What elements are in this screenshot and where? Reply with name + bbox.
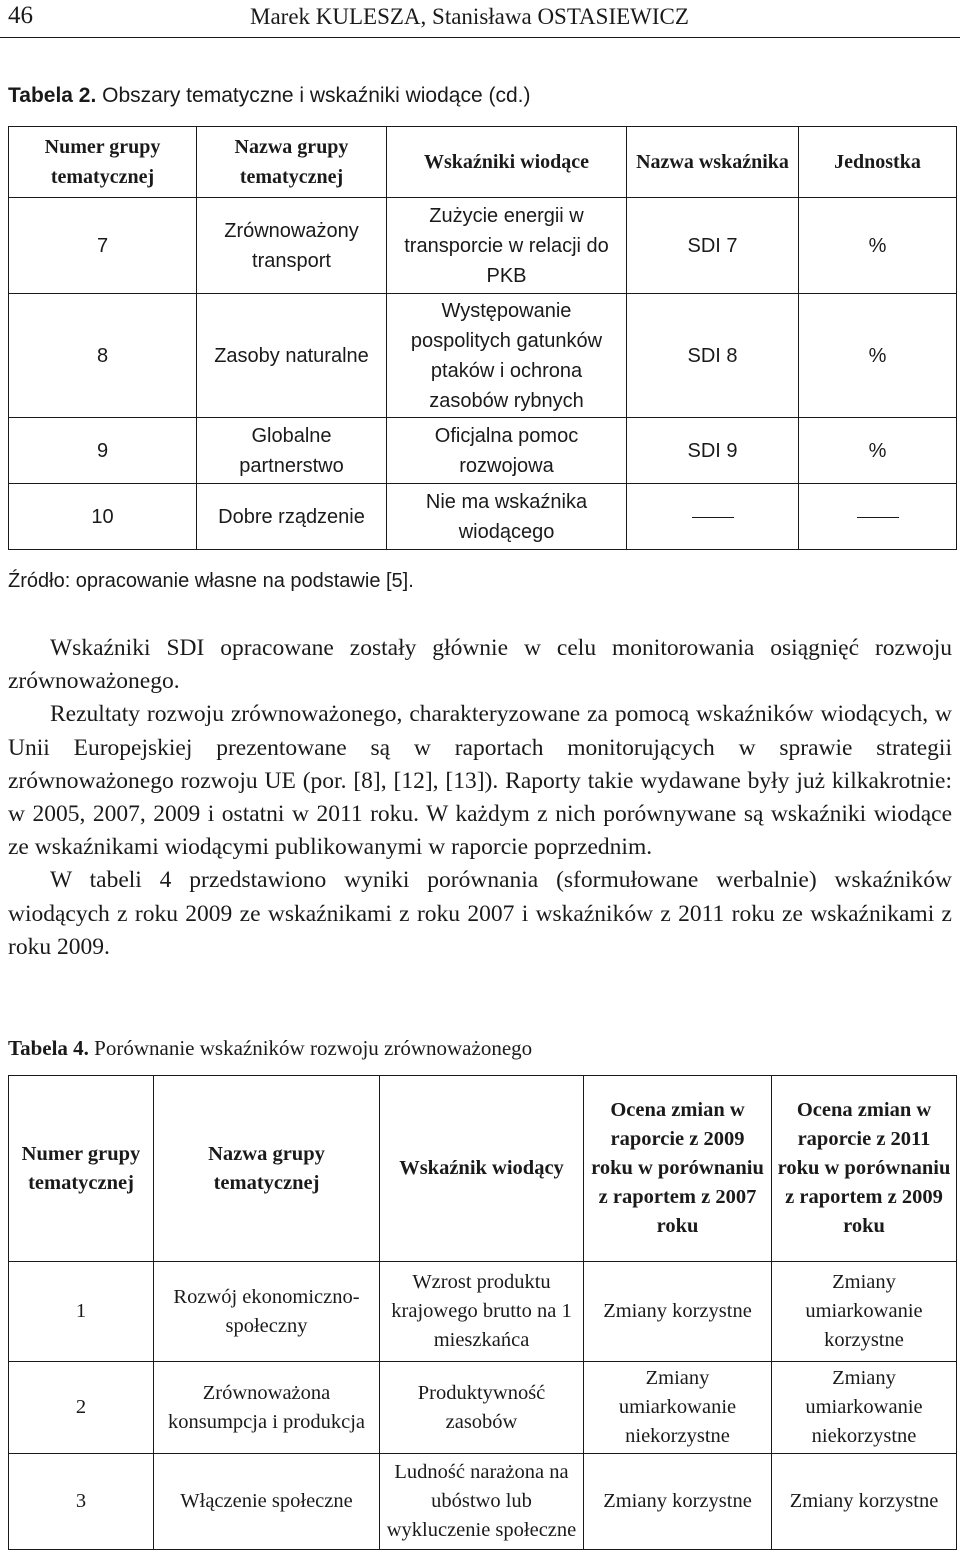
dash-glyph bbox=[692, 517, 734, 518]
body-text bbox=[8, 632, 952, 964]
table-row bbox=[9, 1454, 957, 1550]
table2-col-unit: Jednostka bbox=[799, 127, 957, 198]
table4-cell-indicator: Ludność narażona na ubóstwo lub wykluczenie społeczne bbox=[380, 1454, 584, 1550]
table2-cell-indicator: Oficjalna pomoc rozwojowa bbox=[387, 418, 627, 484]
table2-cell-unit: % bbox=[799, 294, 957, 418]
table2-cell-unit-dash bbox=[799, 484, 957, 550]
table4-cell-eval-2011: Zmiany umiarkowanie korzystne bbox=[772, 1262, 957, 1362]
table4-col-eval-2011: Ocena zmian w raporcie z 2011 roku w porównaniu z raportem z 2009 roku bbox=[772, 1076, 957, 1262]
table4-cell-indicator: Produktywność zasobów bbox=[380, 1362, 584, 1454]
table2-cell-group: Dobre rządzenie bbox=[197, 484, 387, 550]
table4-caption-text: Porównanie wskaźników rozwoju zrównoważonego bbox=[88, 1036, 533, 1060]
table2-cell-group: Zrównoważony transport bbox=[197, 198, 387, 294]
table2-source: Źródło: opracowanie własne na podstawie [5]. bbox=[8, 570, 414, 592]
table2-col-number: Numer grupy tematycznej bbox=[9, 127, 197, 198]
table4-cell-group: Włączenie społeczne bbox=[154, 1454, 380, 1550]
table2-caption bbox=[8, 84, 530, 108]
table2-caption-text: Obszary tematyczne i wskaźniki wiodące (cd.) bbox=[96, 84, 531, 107]
table4 bbox=[8, 1075, 957, 1550]
table2-cell-group: Globalne partnerstwo bbox=[197, 418, 387, 484]
table2-cell-name: SDI 8 bbox=[627, 294, 799, 418]
table2-header-row bbox=[9, 127, 957, 198]
table4-cell-eval-2011: Zmiany umiarkowanie niekorzystne bbox=[772, 1362, 957, 1454]
table2-col-name: Nazwa wskaźnika bbox=[627, 127, 799, 198]
page-number: 46 bbox=[8, 2, 33, 29]
table2-col-group: Nazwa grupy tematycznej bbox=[197, 127, 387, 198]
table4-cell-number: 1 bbox=[9, 1262, 154, 1362]
table4-col-indicator: Wskaźnik wiodący bbox=[380, 1076, 584, 1262]
table2-cell-group: Zasoby naturalne bbox=[197, 294, 387, 418]
table4-col-group: Nazwa grupy tematycznej bbox=[154, 1076, 380, 1262]
table4-col-eval-2009: Ocena zmian w raporcie z 2009 roku w porównaniu z raportem z 2007 roku bbox=[584, 1076, 772, 1262]
table-row bbox=[9, 418, 957, 484]
table2-cell-number: 7 bbox=[9, 198, 197, 294]
table2-cell-indicator: Występowanie pospolitych gatunków ptaków i ochrona zasobów rybnych bbox=[387, 294, 627, 418]
table-row bbox=[9, 1362, 957, 1454]
table2-caption-label: Tabela 2. bbox=[8, 84, 97, 107]
table2-cell-unit: % bbox=[799, 418, 957, 484]
table4-caption-label: Tabela 4. bbox=[8, 1036, 89, 1060]
table2-cell-number: 10 bbox=[9, 484, 197, 550]
table2-cell-name: SDI 7 bbox=[627, 198, 799, 294]
table-row bbox=[9, 1262, 957, 1362]
table4-cell-eval-2009: Zmiany korzystne bbox=[584, 1262, 772, 1362]
table-row bbox=[9, 294, 957, 418]
table4-cell-number: 3 bbox=[9, 1454, 154, 1550]
table4-caption bbox=[8, 1036, 532, 1061]
header-rule bbox=[0, 37, 960, 38]
table4-cell-group: Rozwój ekonomiczno-społeczny bbox=[154, 1262, 380, 1362]
table2-cell-unit: % bbox=[799, 198, 957, 294]
table-row bbox=[9, 198, 957, 294]
table-row bbox=[9, 484, 957, 550]
table2 bbox=[8, 126, 957, 550]
table2-cell-name: SDI 9 bbox=[627, 418, 799, 484]
table4-cell-eval-2009: Zmiany korzystne bbox=[584, 1454, 772, 1550]
table4-cell-eval-2011: Zmiany korzystne bbox=[772, 1454, 957, 1550]
table2-cell-number: 8 bbox=[9, 294, 197, 418]
table2-cell-indicator: Nie ma wskaźnika wiodącego bbox=[387, 484, 627, 550]
table4-cell-number: 2 bbox=[9, 1362, 154, 1454]
paragraph: W tabeli 4 przedstawiono wyniki porównania (sformułowane werbalnie) wskaźników wiodących z roku 2009 ze wskaźnikami z roku 2007 i wskaźników z 2011 roku ze wskaźnikami z roku 2009. bbox=[8, 867, 952, 960]
table2-cell-indicator: Zużycie energii w transporcie w relacji do PKB bbox=[387, 198, 627, 294]
dash-glyph bbox=[857, 517, 899, 518]
table4-col-number: Numer grupy tematycznej bbox=[9, 1076, 154, 1262]
running-header-authors: Marek KULESZA, Stanisława OSTASIEWICZ bbox=[250, 4, 689, 29]
table4-cell-eval-2009: Zmiany umiarkowanie niekorzystne bbox=[584, 1362, 772, 1454]
table4-cell-indicator: Wzrost produktu krajowego brutto na 1 mieszkańca bbox=[380, 1262, 584, 1362]
paragraph: Wskaźniki SDI opracowane zostały głównie w celu monitorowania osiągnięć rozwoju zrównoważonego. bbox=[8, 635, 952, 695]
table2-col-indicator: Wskaźniki wiodące bbox=[387, 127, 627, 198]
table2-cell-name-dash bbox=[627, 484, 799, 550]
table4-cell-group: Zrównoważona konsumpcja i produkcja bbox=[154, 1362, 380, 1454]
paragraph: Rezultaty rozwoju zrównoważonego, charakteryzowane za pomocą wskaźników wiodących, w Unii Europejskiej prezentowane są w raportach monitorujących w sprawie strategii zrównoważonego rozwoju UE (por. [8], [12], [13]). Raporty takie wydawane były już kilkakrotnie: w 2005, 2007, 2009 i ostatni w 2011 roku. W każdym z nich porównywane są wskaźniki wiodące ze wskaźnikami wiodącymi publikowanymi w raporcie poprzednim. bbox=[8, 701, 952, 861]
table4-header-row bbox=[9, 1076, 957, 1262]
table2-cell-number: 9 bbox=[9, 418, 197, 484]
